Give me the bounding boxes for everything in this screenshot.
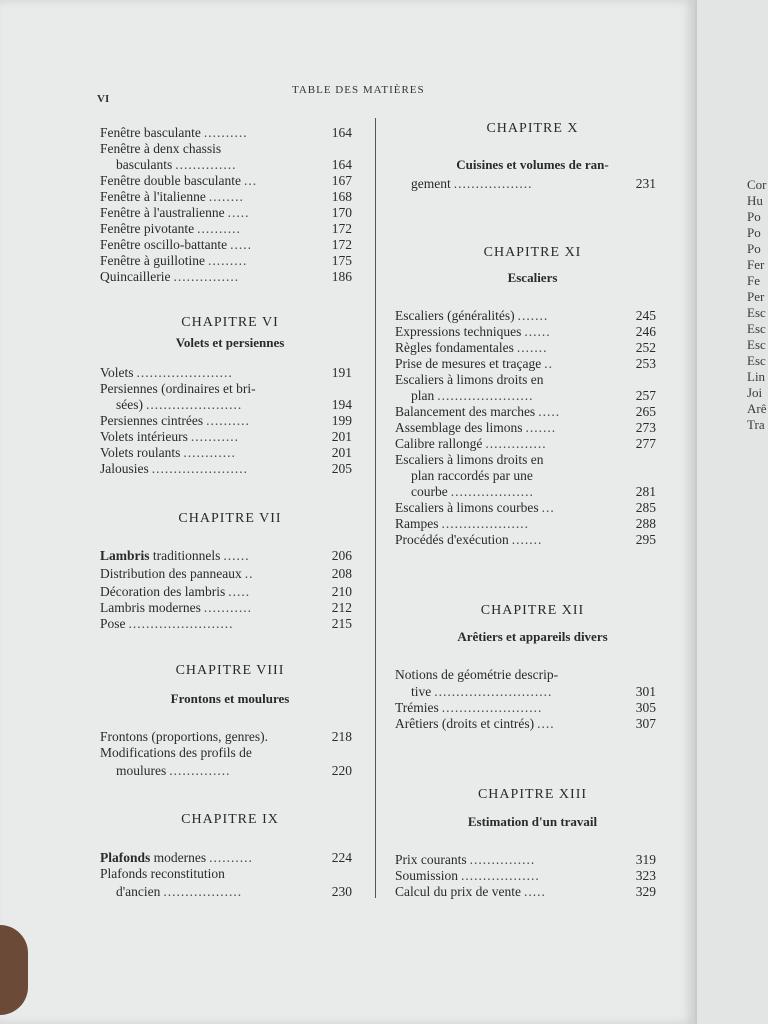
toc-entry-title: Prix courants	[395, 852, 467, 867]
toc-entry-title: Volets	[100, 365, 134, 380]
toc-entry-title: Escaliers à limons courbes	[395, 500, 539, 515]
page-number: 281	[635, 484, 656, 499]
leader-dots: ......................	[146, 397, 243, 412]
toc-entry-title: Expressions techniques	[395, 324, 522, 339]
toc-entry	[100, 205, 250, 221]
leader-dots: .......	[516, 340, 548, 355]
toc-entry-title: Fenêtre double basculante	[100, 173, 241, 188]
next-page-fragment: Esc	[747, 353, 766, 368]
page-number: 230	[331, 884, 352, 899]
toc-entry-title: Escaliers (généralités)	[395, 308, 515, 323]
toc-entry-title: moulures	[116, 763, 167, 778]
page-number: 186	[331, 269, 352, 284]
leader-dots: ..................	[461, 868, 540, 883]
leader-dots: ..........	[197, 221, 241, 236]
chapter-heading: CHAPITRE VIII	[175, 663, 285, 678]
toc-entry	[100, 548, 250, 564]
toc-entry	[100, 429, 239, 445]
leader-dots: ...............	[173, 269, 240, 284]
leader-dots: ......	[223, 548, 250, 563]
toc-entry	[395, 716, 555, 732]
toc-entry	[100, 365, 233, 381]
toc-entry	[116, 763, 231, 779]
toc-entry	[116, 397, 242, 413]
toc-entry-title: Fenêtre pivotante	[100, 221, 195, 236]
next-page-fragment: Arê	[747, 401, 767, 416]
toc-entry-title: Lambris	[100, 548, 150, 563]
page-number: 307	[635, 716, 656, 731]
toc-entry	[100, 584, 250, 600]
page-number: 257	[635, 388, 656, 403]
page-number: 199	[331, 413, 352, 428]
toc-entry	[395, 324, 551, 340]
toc-entry-title: Escaliers à limons droits en	[395, 372, 544, 387]
leader-dots: ..............	[175, 157, 237, 172]
page-number: 205	[331, 461, 352, 476]
toc-entry	[395, 884, 546, 900]
toc-entry	[100, 866, 225, 882]
toc-entry	[100, 381, 256, 397]
toc-entry-title: Fenêtre à l'australienne	[100, 205, 225, 220]
toc-entry-title: Persiennes (ordinaires et bri-	[100, 381, 256, 396]
page-number: 206	[331, 548, 352, 563]
toc-entry-title: Fenêtre à denx chassis	[100, 141, 222, 156]
toc-entry-title: Volets roulants	[100, 445, 181, 460]
page-folio: VI	[97, 93, 110, 105]
toc-entry	[411, 388, 534, 404]
leader-dots: ..............	[169, 763, 231, 778]
toc-entry-title: gement	[411, 176, 451, 191]
toc-entry	[395, 452, 543, 468]
toc-entry-title: plan	[411, 388, 435, 403]
next-page-fragment: Fe	[747, 273, 760, 288]
page-number: 224	[331, 850, 352, 865]
leader-dots: .......	[511, 532, 543, 547]
chapter-heading: CHAPITRE XIII	[477, 787, 588, 802]
chapter-heading: CHAPITRE VI	[181, 315, 279, 330]
toc-entry-title: Persiennes cintrées	[100, 413, 204, 428]
next-page-fragment: Fer	[747, 257, 765, 272]
page-number: 168	[331, 189, 352, 204]
toc-entry-title: Notions de géométrie descrip-	[395, 667, 559, 682]
leader-dots: ........................	[128, 616, 234, 631]
next-page-fragment: Esc	[747, 321, 766, 336]
toc-entry	[100, 173, 257, 189]
leader-dots: ...........	[203, 600, 252, 615]
leader-dots: ...........................	[434, 684, 553, 699]
page-number: 288	[635, 516, 656, 531]
toc-entry	[100, 141, 221, 157]
toc-entry-title: courbe	[411, 484, 448, 499]
toc-entry	[411, 176, 533, 192]
toc-entry-title: Soumission	[395, 868, 459, 883]
toc-entry-title: Pose	[100, 616, 126, 631]
leader-dots: ....	[537, 716, 555, 731]
page-number: 301	[635, 684, 656, 699]
toc-entry-title: Prise de mesures et traçage	[395, 356, 542, 371]
toc-entry	[411, 484, 534, 500]
toc-entry	[395, 356, 553, 372]
toc-entry	[395, 404, 560, 420]
page-number: 175	[331, 253, 352, 268]
toc-entry	[395, 308, 548, 324]
page-number: 273	[635, 420, 656, 435]
leader-dots: ..........	[206, 413, 250, 428]
leader-dots: ...................	[450, 484, 534, 499]
toc-entry-title: Arêtiers (droits et cintrés)	[395, 716, 535, 731]
leader-dots: ..................	[163, 884, 243, 899]
next-page-fragment: Hu	[747, 193, 763, 208]
toc-entry-title-rest: modernes	[150, 850, 207, 865]
page-number: 194	[331, 397, 352, 412]
leader-dots: ...	[243, 173, 258, 188]
toc-entry	[100, 850, 253, 866]
leader-dots: ..................	[453, 176, 533, 191]
page-number: 252	[635, 340, 656, 355]
next-page-fragment: Joi	[747, 385, 763, 400]
leader-dots: ..	[244, 566, 254, 581]
page-number: 167	[331, 173, 352, 188]
chapter-heading: CHAPITRE XII	[480, 603, 585, 618]
leader-dots: .....	[228, 584, 251, 599]
page-number: 323	[635, 868, 656, 883]
page-number: 329	[635, 884, 656, 899]
page-number: 164	[331, 157, 352, 172]
leader-dots: ..	[544, 356, 553, 371]
page-number: 295	[635, 532, 656, 547]
page-number: 253	[635, 356, 656, 371]
toc-entry	[395, 532, 542, 548]
leader-dots: ..........	[209, 850, 253, 865]
toc-entry-title: Fenêtre basculante	[100, 125, 201, 140]
section-title: Volets et persiennes	[175, 335, 285, 350]
toc-entry	[395, 516, 529, 532]
chapter-heading: CHAPITRE XI	[483, 245, 582, 260]
page-number: 231	[635, 176, 656, 191]
toc-entry	[411, 468, 533, 484]
toc-entry-title: Plafonds	[100, 850, 151, 865]
leader-dots: .......................	[441, 700, 543, 715]
toc-entry-title: Lambris modernes	[100, 600, 201, 615]
toc-entry-title-rest: traditionnels	[149, 548, 221, 563]
toc-entry	[116, 884, 242, 900]
toc-entry	[395, 372, 543, 388]
toc-entry	[411, 684, 552, 700]
toc-entry	[100, 445, 236, 461]
toc-entry	[100, 125, 248, 141]
page-number: 212	[331, 600, 352, 615]
toc-entry	[395, 667, 558, 683]
toc-entry-title: Plafonds reconstitution	[100, 866, 225, 881]
toc-entry-title: Fenêtre à guillotine	[100, 253, 205, 268]
leader-dots: .....	[523, 884, 546, 899]
page-number: 210	[331, 584, 352, 599]
leader-dots: .....	[538, 404, 561, 419]
page-number: 201	[331, 445, 352, 460]
next-page-fragment: Per	[747, 289, 765, 304]
page-number: 246	[635, 324, 656, 339]
page-number: 172	[331, 221, 352, 236]
next-page-fragment: Po	[747, 225, 761, 240]
page-number: 220	[331, 763, 352, 778]
toc-entry	[395, 852, 535, 868]
toc-entry	[100, 221, 241, 237]
toc-entry-title: Frontons (proportions, genres).	[100, 729, 268, 744]
page-number: 170	[331, 205, 352, 220]
next-page-fragment: Lin	[747, 369, 766, 384]
toc-entry-title: Calcul du prix de vente	[395, 884, 521, 899]
toc-entry-title: Balancement des marches	[395, 404, 536, 419]
toc-entry-title: Escaliers à limons droits en	[395, 452, 544, 467]
leader-dots: ...	[541, 500, 555, 515]
toc-entry	[100, 616, 234, 632]
toc-entry-title: Procédés d'exécution	[395, 532, 509, 547]
page-number: 208	[331, 566, 352, 581]
toc-entry	[116, 157, 237, 173]
next-page-fragment: Esc	[747, 305, 766, 320]
toc-entry-title: d'ancien	[116, 884, 161, 899]
column-divider	[375, 118, 376, 898]
toc-entry-title: Volets intérieurs	[100, 429, 188, 444]
page-number: 305	[635, 700, 656, 715]
page-number: 218	[331, 729, 352, 744]
page-number: 172	[331, 237, 352, 252]
leader-dots: .........	[207, 253, 248, 268]
toc-entry-title: tive	[411, 684, 432, 699]
toc-entry	[100, 600, 252, 616]
leader-dots: .....	[230, 237, 252, 252]
next-page-edge	[695, 0, 768, 1024]
toc-entry-title: basculants	[116, 157, 173, 172]
toc-entry-title: Jalousies	[100, 461, 149, 476]
page-number: 164	[331, 125, 352, 140]
toc-entry	[100, 269, 239, 285]
page-number: 285	[635, 500, 656, 515]
page-number: 277	[635, 436, 656, 451]
page-number: 191	[331, 365, 352, 380]
toc-entry	[100, 729, 268, 745]
leader-dots: ........	[208, 189, 244, 204]
next-page-fragment: Esc	[747, 337, 766, 352]
toc-entry-title: Règles fondamentales	[395, 340, 514, 355]
thumb	[0, 925, 28, 1015]
next-page-fragment: Cor	[747, 177, 767, 192]
section-title: Frontons et moulures	[170, 691, 290, 706]
toc-entry	[395, 420, 556, 436]
toc-entry	[395, 340, 547, 356]
chapter-heading: CHAPITRE X	[486, 121, 579, 136]
toc-entry-title: Assemblage des limons	[395, 420, 523, 435]
toc-entry-title: Calibre rallongé	[395, 436, 483, 451]
leader-dots: ...........	[190, 429, 239, 444]
leader-dots: .......	[525, 420, 557, 435]
toc-entry	[100, 566, 253, 582]
toc-entry-title: Trémies	[395, 700, 439, 715]
running-title: TABLE DES MATIÈRES	[292, 84, 425, 96]
chapter-heading: CHAPITRE IX	[181, 812, 279, 827]
page-number: 215	[331, 616, 352, 631]
leader-dots: .......	[517, 308, 549, 323]
toc-entry	[100, 461, 248, 477]
toc-entry	[100, 413, 250, 429]
page-number: 265	[635, 404, 656, 419]
next-page-fragment: Tra	[747, 417, 765, 432]
section-title: Cuisines et volumes de ran-	[456, 157, 609, 172]
toc-entry-title: Quincaillerie	[100, 269, 171, 284]
leader-dots: ......................	[151, 461, 248, 476]
section-title: Arêtiers et appareils divers	[457, 629, 608, 644]
toc-entry	[100, 189, 244, 205]
next-page-fragment: Po	[747, 209, 761, 224]
toc-entry-title: Modifications des profils de	[100, 745, 252, 760]
chapter-heading: CHAPITRE VII	[178, 511, 282, 526]
toc-entry-title: Décoration des lambris	[100, 584, 226, 599]
page-number: 319	[635, 852, 656, 867]
toc-entry	[100, 745, 252, 761]
section-title: Estimation d'un travail	[467, 814, 598, 829]
leader-dots: ......................	[437, 388, 534, 403]
leader-dots: ..........	[203, 125, 248, 140]
toc-entry	[100, 237, 252, 253]
toc-entry	[395, 868, 540, 884]
toc-entry	[395, 700, 542, 716]
leader-dots: ......	[524, 324, 551, 339]
leader-dots: ..............	[485, 436, 547, 451]
toc-entry-title: Distribution des panneaux	[100, 566, 242, 581]
leader-dots: .....	[227, 205, 250, 220]
toc-entry	[395, 436, 547, 452]
leader-dots: ....................	[441, 516, 529, 531]
toc-entry-title: Rampes	[395, 516, 439, 531]
toc-entry-title: plan raccordés par une	[411, 468, 533, 483]
section-title: Escaliers	[507, 270, 558, 285]
page-number: 245	[635, 308, 656, 323]
leader-dots: ...............	[469, 852, 536, 867]
page-number: 201	[331, 429, 352, 444]
leader-dots: ......................	[136, 365, 233, 380]
leader-dots: ............	[183, 445, 236, 460]
next-page-fragment: Po	[747, 241, 761, 256]
toc-entry	[395, 500, 555, 516]
toc-entry-title: Fenêtre à l'italienne	[100, 189, 206, 204]
toc-entry-title: sées)	[116, 397, 143, 412]
toc-entry-title: Fenêtre oscillo-battante	[100, 237, 228, 252]
toc-entry	[100, 253, 247, 269]
